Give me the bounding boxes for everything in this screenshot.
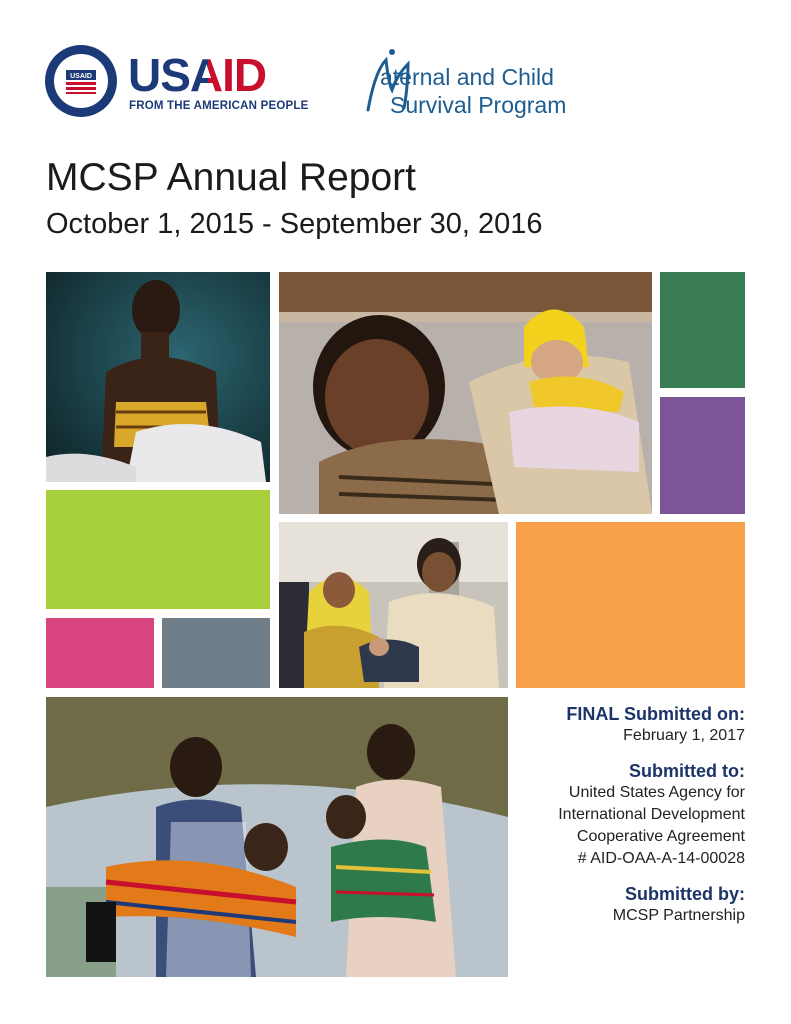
report-title: MCSP Annual Report — [46, 156, 416, 199]
color-tile-magenta — [46, 618, 154, 688]
photo-couple-newborn — [279, 522, 508, 688]
mcsp-logo-line2: Survival Program — [390, 92, 567, 118]
svg-text:USAID: USAID — [70, 73, 92, 80]
color-tile-green — [660, 272, 745, 388]
color-tile-slate — [162, 618, 270, 688]
submitted-to-line1: United States Agency for — [568, 784, 745, 801]
color-tile-orange — [516, 522, 745, 688]
submitted-by-heading: Submitted by: — [625, 884, 745, 904]
usaid-wordmark: USAID — [128, 49, 267, 101]
submitted-to-line4: # AID-OAA-A-14-00028 — [577, 850, 745, 867]
color-tile-purple — [660, 397, 745, 514]
submitted-to-line3: Cooperative Agreement — [576, 828, 745, 845]
final-submitted-heading — [465, 704, 745, 725]
mcsp-logo-line1: aternal and Child — [380, 64, 554, 90]
submitted-to-line2: International Development — [558, 806, 745, 823]
final-label: FINAL — [566, 704, 620, 724]
submitted-date: February 1, 2017 — [623, 727, 745, 744]
submitted-to-heading: Submitted to: — [629, 761, 745, 781]
report-period: October 1, 2015 - September 30, 2016 — [46, 208, 543, 240]
submitted-on-label: Submitted on: — [619, 704, 745, 724]
photo-woman-seated — [46, 272, 270, 482]
submitted-by-value: MCSP Partnership — [612, 907, 745, 924]
usaid-tagline: FROM THE AMERICAN PEOPLE — [129, 100, 309, 112]
photo-women-carrying-babies — [46, 697, 508, 977]
usaid-seal-logo — [44, 44, 118, 118]
submission-info — [465, 704, 745, 927]
photo-mother-newborn — [279, 272, 652, 514]
color-tile-lime — [46, 490, 270, 609]
